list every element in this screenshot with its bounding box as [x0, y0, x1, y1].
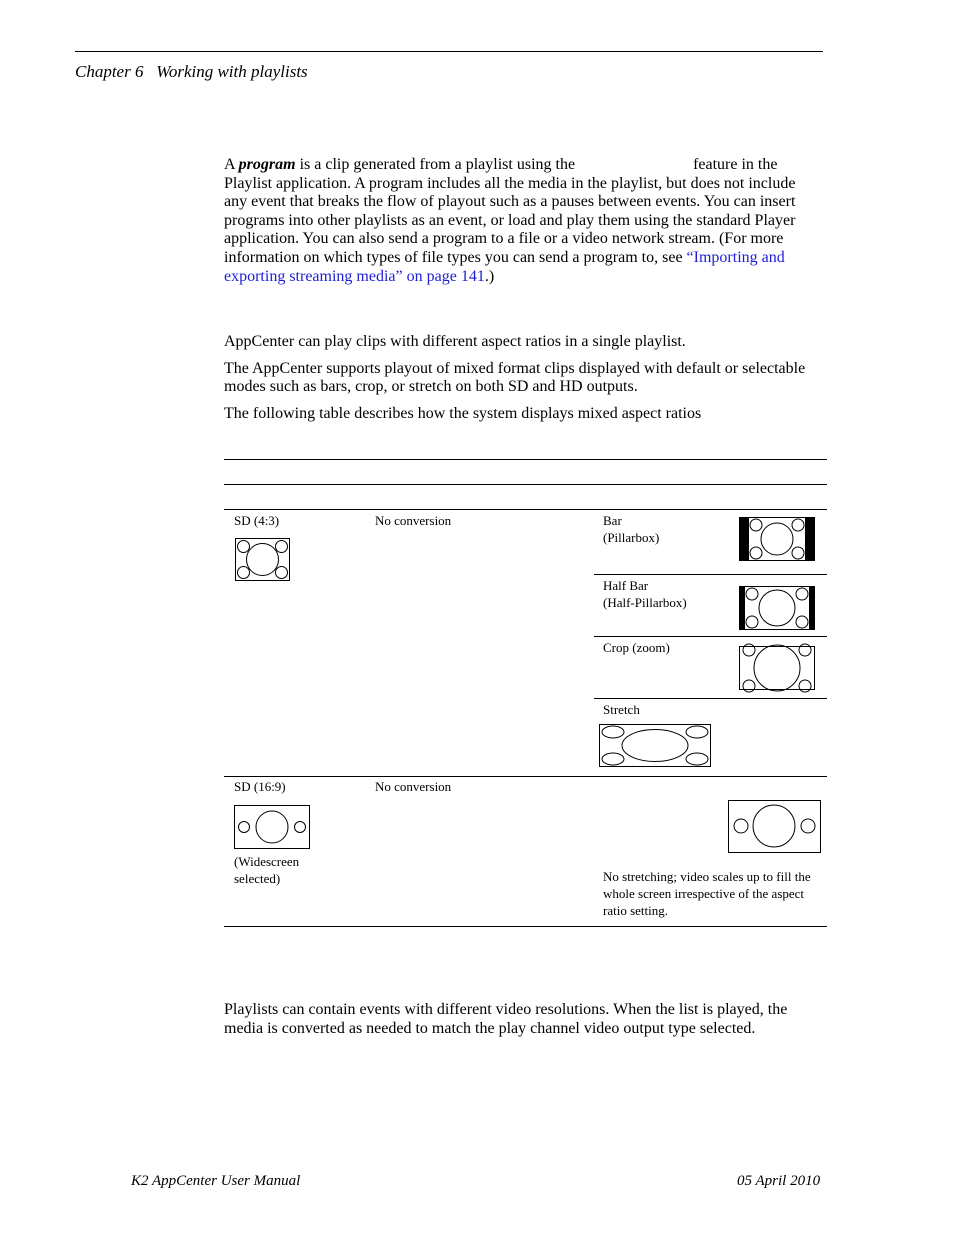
footer-date: 05 April 2010 [737, 1173, 821, 1189]
row1-source: SD (4:3) [234, 513, 280, 528]
stretch-icon [599, 724, 711, 767]
term-program: program [238, 156, 296, 173]
sd-43-source-icon [235, 538, 290, 581]
table-row2-top-rule [224, 776, 827, 777]
row2-source-note: (Widescreen selected) [234, 854, 300, 886]
row1-conversion: No conversion [375, 513, 452, 528]
widescreen-output-icon [728, 800, 821, 853]
table-bottom-rule [224, 926, 827, 927]
mode-stretch-label: Stretch [603, 702, 640, 717]
table-header-rule [224, 484, 827, 485]
row2-conversion: No conversion [375, 779, 452, 794]
aspect-p3: The following table describes how the system displays mixed aspect ratios [224, 404, 702, 422]
import-export-link[interactable]: “Importing and exporting streaming media” on page 141 [224, 248, 785, 285]
aspect-p2: The AppCenter supports playout of mixed format clips displayed with default or selectable modes such as bars, crop, or stretch on both SD and HD outputs. [224, 359, 806, 396]
crop-zoom-icon [739, 646, 815, 690]
resolution-paragraph: Playlists can contain events with different video resolutions. When the list is played, the media is converted as needed to match the play channel video output type selected. [224, 1001, 788, 1037]
chapter-header: Chapter 6 Working with playlists [75, 62, 308, 81]
intro-text-2: feature in the Playlist application. A program includes all the media in the playlist, but does not include any event that breaks the flow of playout such as a pauses between events. You can insert programs into other playlists as an event, or load and play them using the standard Player application. You can also send a program to a file or a video network stream. (For more information on which types of file types you can send a program to, see [224, 156, 796, 266]
mode-crop-label: Crop (zoom) [603, 640, 670, 655]
row2-source: SD (16:9) [234, 779, 286, 794]
header-rule [75, 51, 823, 52]
row2-note: No stretching; video scales up to fill the whole screen irrespective of the aspect ratio setting. [603, 869, 811, 918]
aspect-p1: AppCenter can play clips with different aspect ratios in a single playlist. [224, 333, 686, 350]
table-top-rule [224, 459, 827, 460]
mode-divider-1 [594, 574, 827, 575]
intro-text-3: .) [484, 267, 495, 285]
mode-half-bar-label: Half Bar (Half-Pillarbox) [603, 578, 687, 610]
half-pillarbox-icon [739, 586, 815, 630]
sd-169-source-icon [234, 805, 310, 849]
mode-divider-3 [594, 698, 827, 699]
pillarbox-icon [739, 517, 815, 561]
mode-bar-label: Bar (Pillarbox) [603, 513, 660, 545]
footer-manual-title: K2 AppCenter User Manual [131, 1173, 301, 1189]
intro-text-1: is a clip generated from a playlist using the [299, 156, 576, 173]
mode-divider-2 [594, 636, 827, 637]
intro-article: A [224, 156, 235, 173]
table-row1-top-rule [224, 509, 827, 510]
program-paragraph [224, 156, 814, 286]
aspect-paragraphs [224, 333, 814, 423]
